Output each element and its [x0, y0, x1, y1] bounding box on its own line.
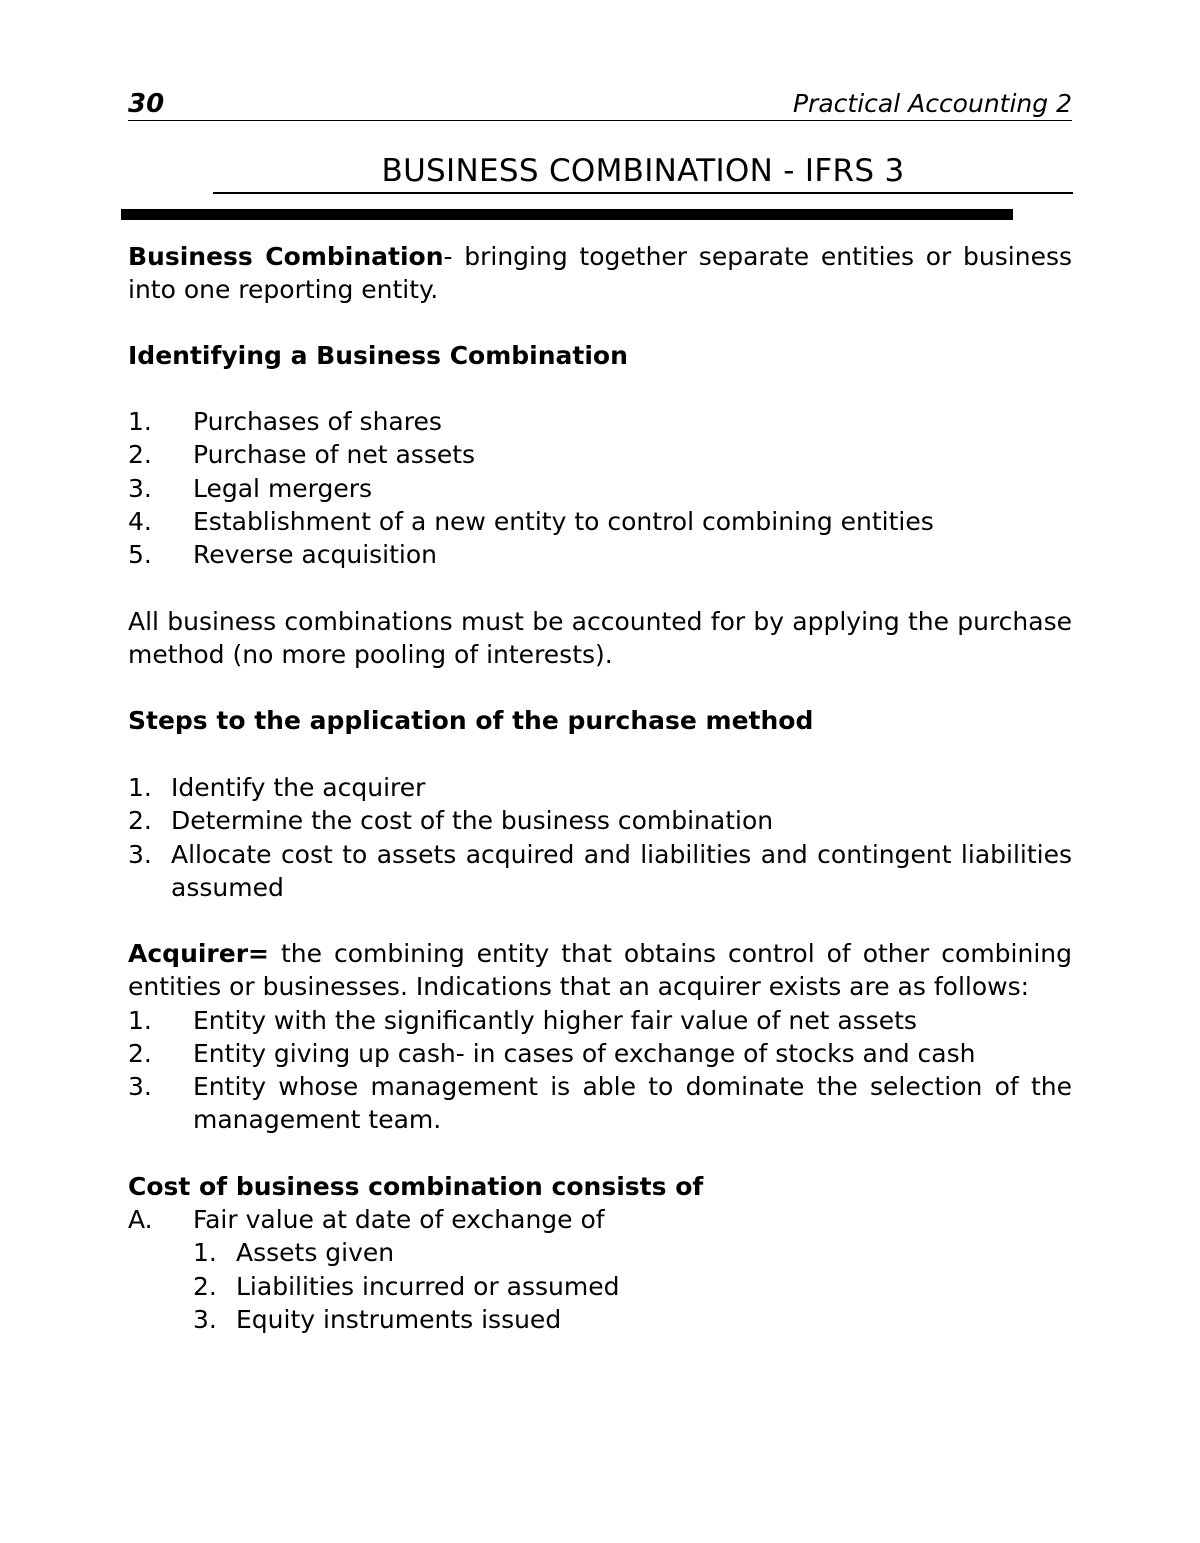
- steps-heading: Steps to the application of the purchase method: [128, 706, 814, 735]
- list-item-text: Entity with the significantly higher fair value of net assets: [193, 1006, 917, 1035]
- running-header: [128, 88, 1072, 121]
- list-item-number: 1.: [128, 773, 152, 802]
- book-title: Practical Accounting 2: [792, 89, 1072, 118]
- list-item-text: Entity giving up cash- in cases of exchange of stocks and cash: [193, 1039, 976, 1068]
- list-item-number: 2.: [128, 440, 152, 469]
- definition-paragraph: [128, 240, 1072, 306]
- acquirer-paragraph: [128, 937, 1072, 1003]
- list-item-number: 3.: [193, 1305, 217, 1334]
- list-item-letter: A.: [128, 1205, 153, 1234]
- list-item-number: 1.: [128, 1006, 152, 1035]
- list-item-text: Determine the cost of the business combination: [171, 806, 774, 835]
- list-item-text: Purchase of net assets: [193, 440, 476, 469]
- list-item-text: Allocate cost to assets acquired and liabilities and contingent liabilities assumed: [171, 840, 1072, 902]
- list-item-number: 5.: [128, 540, 152, 569]
- purchase-method-paragraph: All business combinations must be accounted for by applying the purchase method (no more pooling of interests).: [128, 607, 1072, 669]
- page-number: 30: [128, 89, 165, 119]
- list-item-number: 3.: [128, 474, 152, 503]
- cost-heading: Cost of business combination consists of: [128, 1172, 704, 1201]
- chapter-title: BUSINESS COMBINATION - IFRS 3: [213, 150, 1073, 194]
- list-item-number: 3.: [128, 1072, 152, 1101]
- list-item-number: 1.: [128, 407, 152, 436]
- list-item-text: Reverse acquisition: [193, 540, 438, 569]
- list-item-number: 2.: [128, 1039, 152, 1068]
- acquirer-text: the combining entity that obtains control of other combining entities or businesses. Indications that an acquirer exists are as follows:: [128, 939, 1072, 1001]
- list-item-number: 2.: [193, 1272, 217, 1301]
- list-item-text: Fair value at date of exchange of: [193, 1205, 605, 1234]
- list-item-text: Equity instruments issued: [236, 1305, 562, 1334]
- list-item-text: Assets given: [236, 1238, 395, 1267]
- list-item-text: Establishment of a new entity to control combining entities: [193, 507, 934, 536]
- list-item-text: Identify the acquirer: [171, 773, 426, 802]
- list-item-number: 1.: [193, 1238, 217, 1267]
- list-item-number: 2.: [128, 806, 152, 835]
- definition-term: Business Combination: [128, 242, 444, 271]
- list-item-text: Purchases of shares: [193, 407, 442, 436]
- list-item-text: Legal mergers: [193, 474, 373, 503]
- definition-text: - bringing together separate entities or business into one reporting entity.: [128, 242, 1073, 304]
- acquirer-term: Acquirer=: [128, 939, 269, 968]
- identifying-heading: Identifying a Business Combination: [128, 341, 628, 370]
- list-item-number: 3.: [128, 840, 152, 869]
- list-item-text: Liabilities incurred or assumed: [236, 1272, 620, 1301]
- list-item-text: Entity whose management is able to dominate the selection of the management team.: [193, 1072, 1072, 1134]
- list-item-number: 4.: [128, 507, 152, 536]
- chapter-rule: [121, 209, 1013, 220]
